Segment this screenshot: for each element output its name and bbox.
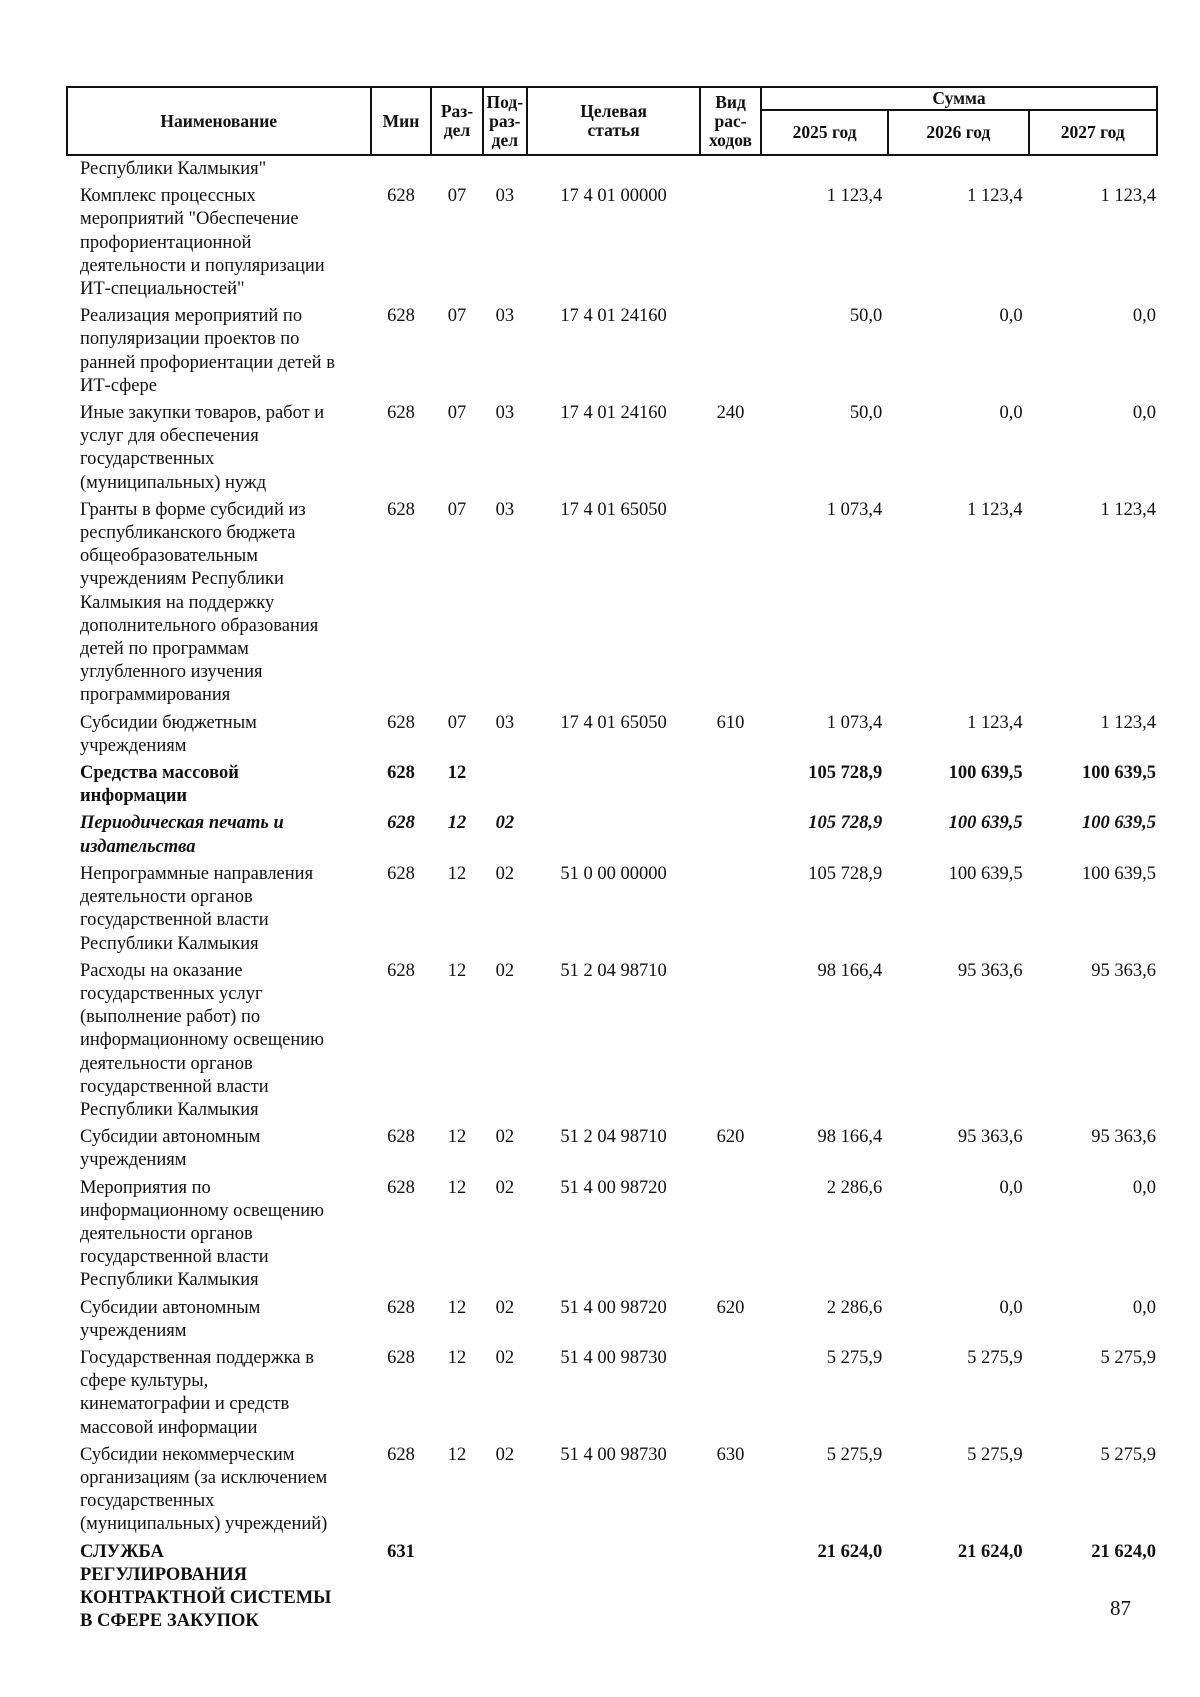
header-min: Мин — [371, 87, 432, 155]
cell-name-line: Средства массовой — [80, 763, 239, 784]
table-row — [67, 181, 1157, 301]
cell-sum-2026: 100 639,5 — [948, 763, 1023, 784]
cell-name — [67, 1440, 371, 1537]
table-row — [67, 1343, 1157, 1440]
cell-name-line: Субсидии бюджетным — [80, 712, 257, 733]
cell-min: 628 — [387, 1177, 415, 1198]
cell-celevaya-statya: 17 4 01 65050 — [560, 712, 667, 733]
cell-vid-rashodov: 630 — [716, 1444, 745, 1465]
cell-name — [67, 808, 371, 858]
cell-min: 628 — [387, 306, 415, 327]
cell-name-line: КОНТРАКТНОЙ СИСТЕМЫ — [80, 1587, 332, 1608]
cell-sum-2025: 2 286,6 — [826, 1297, 883, 1318]
cell-name-line: (муниципальных) учреждений) — [80, 1514, 328, 1535]
cell-name-line: ранней профориентации детей в — [80, 352, 335, 373]
cell-podrazdel: 03 — [495, 306, 515, 327]
cell-vid-rashodov: 620 — [716, 1297, 745, 1318]
cell-name-line: Периодическая печать и — [80, 813, 284, 834]
cell-sum-2026: 0,0 — [999, 306, 1023, 327]
cell-sum-2027: 1 123,4 — [1100, 186, 1156, 207]
cell-sum-2025: 1 073,4 — [826, 712, 883, 733]
cell-sum-2025: 2 286,6 — [826, 1177, 883, 1198]
cell-sum-2026: 100 639,5 — [948, 863, 1023, 884]
cell-sum-2026 — [888, 155, 1028, 181]
cell-name-line: организациям (за исключением — [80, 1467, 328, 1488]
table-row — [67, 758, 1157, 808]
header-vid-line: ходов — [709, 129, 752, 150]
cell-celevaya-statya: 51 4 00 98720 — [560, 1177, 667, 1198]
cell-sum-2026: 0,0 — [999, 1297, 1023, 1318]
table-row — [67, 859, 1157, 956]
cell-celevaya-statya: 17 4 01 65050 — [560, 499, 667, 520]
header-vid — [700, 87, 761, 155]
cell-razdel: 12 — [447, 763, 467, 784]
cell-podrazdel: 02 — [495, 1347, 515, 1368]
cell-razdel: 07 — [447, 712, 467, 733]
cell-celevaya-statya — [527, 808, 700, 858]
cell-sum-2027: 0,0 — [1132, 403, 1156, 424]
cell-sum-2026: 100 639,5 — [948, 813, 1023, 834]
cell-podrazdel: 03 — [495, 499, 515, 520]
cell-celevaya-statya — [527, 155, 700, 181]
cell-razdel: 07 — [447, 306, 467, 327]
cell-sum-2025: 105 728,9 — [808, 813, 883, 834]
cell-razdel: 12 — [447, 1297, 467, 1318]
cell-sum-2026: 95 363,6 — [957, 960, 1023, 981]
cell-sum-2026: 1 123,4 — [967, 499, 1023, 520]
cell-name-line: Субсидии автономным — [80, 1127, 261, 1148]
cell-min: 628 — [387, 1297, 415, 1318]
cell-min: 628 — [387, 403, 415, 424]
cell-name-line: учреждениям — [80, 1320, 187, 1341]
cell-razdel: 07 — [447, 499, 467, 520]
header-vid-line: рас- — [714, 110, 747, 131]
cell-sum-2027: 100 639,5 — [1082, 763, 1156, 784]
cell-sum-2025 — [761, 155, 888, 181]
cell-min: 628 — [387, 1347, 415, 1368]
cell-name-line: Республики Калмыкия" — [80, 159, 267, 179]
cell-podrazdel: 02 — [495, 1444, 515, 1465]
cell-podrazdel: 02 — [495, 960, 515, 981]
cell-sum-2027: 21 624,0 — [1091, 1541, 1156, 1562]
cell-sum-2027: 95 363,6 — [1091, 1127, 1156, 1148]
header-year-2026: 2026 год — [888, 110, 1028, 155]
header-razdel-line: Раз- — [440, 101, 474, 121]
cell-name-line: государственной власти — [80, 1247, 269, 1268]
cell-razdel: 12 — [447, 863, 467, 884]
cell-podrazdel: 02 — [495, 863, 515, 884]
cell-sum-2027: 5 275,9 — [1100, 1347, 1156, 1368]
cell-name-line: профориентационной — [80, 232, 252, 253]
cell-podrazdel — [483, 1537, 528, 1634]
cell-sum-2026: 5 275,9 — [967, 1347, 1023, 1368]
table-row — [67, 155, 1157, 181]
cell-name-line: государственной власти — [80, 1076, 269, 1097]
cell-name-line: услуг для обеспечения — [80, 426, 259, 447]
cell-name-line: сфере культуры, — [80, 1371, 209, 1392]
cell-sum-2025: 5 275,9 — [826, 1444, 883, 1465]
cell-vid-rashodov: 240 — [716, 403, 745, 424]
cell-vid-rashodov — [700, 859, 761, 956]
cell-name — [67, 1173, 371, 1293]
cell-name-line: Непрограммные направления — [80, 863, 314, 884]
cell-name-line: Субсидии автономным — [80, 1297, 261, 1318]
cell-name-line: Реализация мероприятий по — [80, 306, 303, 327]
cell-celevaya-statya: 51 2 04 98710 — [560, 1127, 667, 1148]
header-statya-line: статья — [587, 120, 640, 140]
cell-sum-2025: 1 123,4 — [826, 186, 883, 207]
cell-podrazdel: 02 — [495, 1127, 515, 1148]
cell-min: 631 — [387, 1541, 415, 1562]
cell-name-line: РЕГУЛИРОВАНИЯ — [80, 1564, 247, 1585]
cell-celevaya-statya: 51 0 00 00000 — [560, 863, 667, 884]
cell-name — [67, 758, 371, 808]
table-header — [67, 87, 1157, 155]
cell-name — [67, 495, 371, 708]
cell-name-line: Иные закупки товаров, работ и — [80, 403, 325, 424]
cell-celevaya-statya — [527, 758, 700, 808]
cell-name-line: Республики Калмыкия — [80, 1099, 259, 1120]
cell-name-line: Государственная поддержка в — [80, 1347, 314, 1368]
cell-razdel: 12 — [447, 813, 467, 834]
cell-sum-2027: 1 123,4 — [1100, 712, 1156, 733]
cell-min: 628 — [387, 1444, 415, 1465]
cell-name-line: деятельности органов — [80, 1053, 253, 1074]
cell-name-line: Комплекс процессных — [80, 186, 256, 207]
cell-name — [67, 398, 371, 495]
cell-name-line: СЛУЖБА — [80, 1541, 164, 1562]
cell-sum-2026: 5 275,9 — [967, 1444, 1023, 1465]
cell-name — [67, 1343, 371, 1440]
cell-name-line: информационному освещению — [80, 1200, 324, 1221]
cell-sum-2027: 100 639,5 — [1082, 863, 1156, 884]
table-row — [67, 1122, 1157, 1172]
cell-name-line: ИТ-специальностей" — [80, 279, 245, 300]
cell-vid-rashodov — [700, 301, 761, 398]
cell-name-line: В СФЕРЕ ЗАКУПОК — [80, 1611, 259, 1632]
cell-name-line: ИТ-сфере — [80, 375, 157, 396]
cell-celevaya-statya — [527, 1537, 700, 1634]
table-row — [67, 1537, 1157, 1634]
header-podrazdel-line: Под- — [486, 91, 524, 112]
cell-celevaya-statya: 51 4 00 98730 — [560, 1444, 667, 1465]
table-row — [67, 808, 1157, 858]
table-row — [67, 1293, 1157, 1343]
cell-name — [67, 708, 371, 758]
cell-name — [67, 1122, 371, 1172]
cell-sum-2026: 0,0 — [999, 1177, 1023, 1198]
cell-razdel: 12 — [447, 1127, 467, 1148]
cell-podrazdel — [483, 155, 528, 181]
table-body — [67, 155, 1157, 1633]
cell-min: 628 — [387, 1127, 415, 1148]
header-vid-line: Вид — [715, 91, 746, 112]
cell-name-line: массовой информации — [80, 1417, 258, 1438]
cell-name-line: углубленного изучения — [80, 662, 263, 683]
cell-name-line: издательства — [80, 836, 196, 857]
cell-name-line: информационному освещению — [80, 1030, 324, 1051]
cell-celevaya-statya: 51 4 00 98730 — [560, 1347, 667, 1368]
cell-razdel: 12 — [447, 1444, 467, 1465]
cell-sum-2025: 21 624,0 — [817, 1541, 883, 1562]
cell-razdel — [431, 1537, 482, 1634]
cell-podrazdel — [483, 758, 528, 808]
cell-name — [67, 859, 371, 956]
header-name: Наименование — [67, 87, 371, 155]
cell-podrazdel: 03 — [495, 186, 515, 207]
cell-sum-2026: 21 624,0 — [957, 1541, 1023, 1562]
table-row — [67, 495, 1157, 708]
cell-name-line: государственной власти — [80, 910, 269, 931]
cell-name-line: учреждениям Республики — [80, 569, 284, 590]
cell-podrazdel: 02 — [495, 813, 515, 834]
cell-sum-2027 — [1029, 155, 1157, 181]
cell-name-line: кинематографии и средств — [80, 1394, 290, 1415]
cell-vid-rashodov — [700, 808, 761, 858]
cell-min: 628 — [387, 499, 415, 520]
cell-name — [67, 155, 371, 181]
cell-sum-2027: 1 123,4 — [1100, 499, 1156, 520]
cell-sum-2027: 5 275,9 — [1100, 1444, 1156, 1465]
cell-min — [371, 155, 432, 181]
cell-podrazdel: 02 — [495, 1177, 515, 1198]
cell-name-line: Мероприятия по — [80, 1177, 211, 1198]
cell-name-line: деятельности органов — [80, 1223, 253, 1244]
cell-name-line: Расходы на оказание — [80, 960, 243, 981]
cell-name-line: (выполнение работ) по — [80, 1007, 261, 1028]
cell-sum-2027: 0,0 — [1132, 1177, 1156, 1198]
cell-sum-2027: 0,0 — [1132, 306, 1156, 327]
table-row — [67, 1173, 1157, 1293]
cell-sum-2025: 98 166,4 — [817, 1127, 883, 1148]
cell-celevaya-statya: 17 4 01 00000 — [560, 186, 667, 207]
cell-sum-2026: 0,0 — [999, 403, 1023, 424]
cell-celevaya-statya: 51 2 04 98710 — [560, 960, 667, 981]
cell-razdel: 07 — [447, 403, 467, 424]
page-number: 87 — [1110, 1596, 1131, 1620]
cell-name-line: государственных — [80, 449, 215, 470]
cell-name-line: Республики Калмыкия — [80, 933, 259, 954]
cell-razdel: 12 — [447, 960, 467, 981]
cell-sum-2025: 1 073,4 — [826, 499, 883, 520]
table-row — [67, 398, 1157, 495]
cell-name-line: информации — [80, 786, 188, 807]
cell-name — [67, 956, 371, 1122]
table-row — [67, 956, 1157, 1122]
cell-vid-rashodov: 620 — [716, 1127, 745, 1148]
cell-name-line: Республики Калмыкия — [80, 1270, 259, 1291]
cell-sum-2025: 105 728,9 — [808, 863, 883, 884]
cell-name — [67, 181, 371, 301]
cell-sum-2025: 5 275,9 — [826, 1347, 883, 1368]
cell-celevaya-statya: 17 4 01 24160 — [560, 306, 667, 327]
cell-sum-2025: 105 728,9 — [808, 763, 883, 784]
cell-min: 628 — [387, 712, 415, 733]
header-summa: Сумма — [761, 87, 1157, 110]
cell-vid-rashodov: 610 — [716, 712, 745, 733]
table-row — [67, 708, 1157, 758]
budget-table-sheet — [66, 86, 1158, 1633]
header-podrazdel — [483, 87, 528, 155]
header-podrazdel-line: раз- — [489, 110, 521, 131]
cell-name-line: учреждениям — [80, 735, 187, 756]
cell-sum-2026: 1 123,4 — [967, 712, 1023, 733]
cell-name-line: деятельности органов — [80, 887, 253, 908]
cell-celevaya-statya: 17 4 01 24160 — [560, 403, 667, 424]
cell-vid-rashodov — [700, 1173, 761, 1293]
header-year-2025: 2025 год — [761, 110, 888, 155]
cell-sum-2025: 98 166,4 — [817, 960, 883, 981]
cell-razdel — [431, 155, 482, 181]
cell-name-line: республиканского бюджета — [80, 523, 296, 544]
header-year-2027: 2027 год — [1029, 110, 1157, 155]
cell-name-line: детей по программам — [80, 639, 249, 660]
header-statya — [527, 87, 700, 155]
cell-name-line: (муниципальных) нужд — [80, 472, 267, 493]
header-statya-line: Целевая — [580, 101, 647, 121]
budget-table — [66, 86, 1158, 1633]
cell-vid-rashodov — [700, 181, 761, 301]
cell-name-line: мероприятий "Обеспечение — [80, 209, 299, 230]
cell-name-line: общеобразовательным — [80, 546, 258, 567]
cell-name-line: государственных — [80, 1491, 215, 1512]
cell-min: 628 — [387, 813, 415, 834]
cell-vid-rashodov — [700, 495, 761, 708]
cell-vid-rashodov — [700, 155, 761, 181]
cell-sum-2027: 0,0 — [1132, 1297, 1156, 1318]
cell-sum-2027: 100 639,5 — [1082, 813, 1156, 834]
table-row — [67, 1440, 1157, 1537]
cell-min: 628 — [387, 863, 415, 884]
cell-sum-2026: 1 123,4 — [967, 186, 1023, 207]
cell-vid-rashodov — [700, 758, 761, 808]
cell-sum-2026: 95 363,6 — [957, 1127, 1023, 1148]
cell-sum-2025: 50,0 — [849, 403, 883, 424]
cell-podrazdel: 02 — [495, 1297, 515, 1318]
cell-name-line: государственных услуг — [80, 983, 263, 1004]
cell-razdel: 12 — [447, 1177, 467, 1198]
cell-name-line: популяризации проектов по — [80, 329, 300, 350]
header-razdel — [431, 87, 482, 155]
cell-name — [67, 1537, 371, 1634]
cell-razdel: 12 — [447, 1347, 467, 1368]
cell-vid-rashodov — [700, 1343, 761, 1440]
table-row — [67, 301, 1157, 398]
cell-name-line: Калмыкия на поддержку — [80, 592, 275, 613]
cell-podrazdel: 03 — [495, 712, 515, 733]
cell-podrazdel: 03 — [495, 403, 515, 424]
cell-name-line: дополнительного образования — [80, 615, 319, 636]
cell-min: 628 — [387, 763, 415, 784]
cell-name-line: Субсидии некоммерческим — [80, 1444, 295, 1465]
cell-name-line: деятельности и популяризации — [80, 255, 325, 276]
cell-sum-2027: 95 363,6 — [1091, 960, 1156, 981]
cell-vid-rashodov — [700, 1537, 761, 1634]
cell-min: 628 — [387, 960, 415, 981]
header-razdel-line: дел — [443, 120, 471, 140]
cell-name — [67, 1293, 371, 1343]
cell-sum-2025: 50,0 — [849, 306, 883, 327]
header-podrazdel-line: дел — [491, 129, 519, 150]
cell-name-line: программирования — [80, 685, 231, 706]
cell-name-line: Гранты в форме субсидий из — [80, 499, 306, 520]
cell-name-line: учреждениям — [80, 1150, 187, 1171]
cell-vid-rashodov — [700, 956, 761, 1122]
cell-name — [67, 301, 371, 398]
cell-celevaya-statya: 51 4 00 98720 — [560, 1297, 667, 1318]
cell-razdel: 07 — [447, 186, 467, 207]
cell-min: 628 — [387, 186, 415, 207]
